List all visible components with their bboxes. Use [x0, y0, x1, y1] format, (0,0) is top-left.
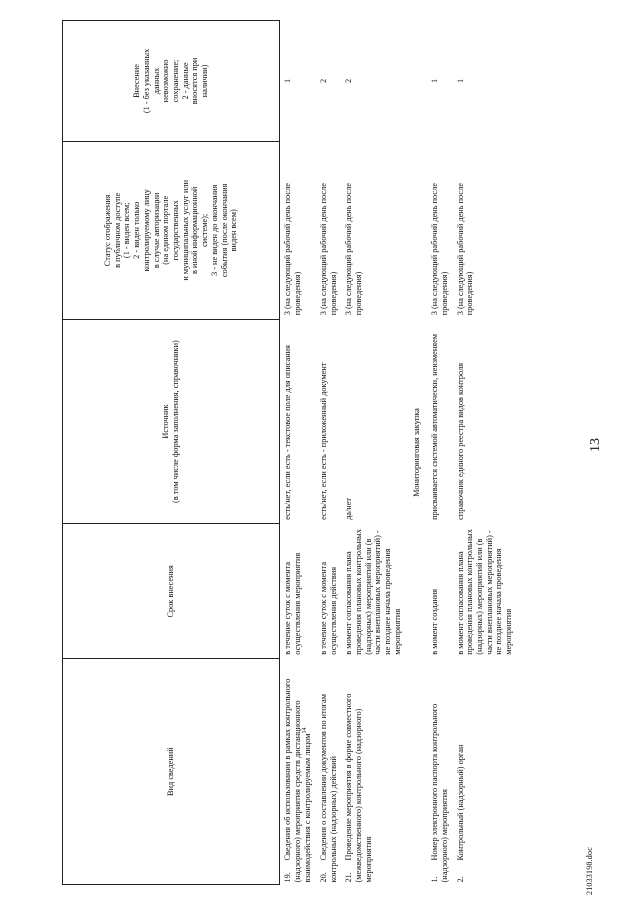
cell-term: в течение суток с момента осуществления мероприятия — [283, 552, 302, 655]
cell-name — [427, 659, 452, 885]
table-row — [316, 21, 341, 885]
row-number: 1. — [430, 876, 440, 883]
cell-source: есть/нет, если есть - текстовое поле для описания — [283, 345, 292, 520]
row-name: Проведение мероприятия в форме совместного (межведомственного) контрольного (надзорного) мероприятия — [344, 693, 373, 883]
table-header-row — [63, 21, 280, 885]
cell-name — [341, 659, 405, 885]
table-row — [280, 21, 316, 885]
row-number: 21. — [344, 872, 354, 883]
cell-name — [453, 659, 517, 885]
row-name: Номер электронного паспорта контрольного (надзорного) мероприятия — [430, 703, 449, 883]
header-source: Источник (в том числе форма заполнения, справочники) — [63, 319, 280, 524]
section-row — [406, 21, 428, 885]
row-number: 20. — [318, 872, 328, 883]
cell-entry: 1 — [283, 78, 292, 84]
page-number: 13 — [588, 438, 603, 452]
row-name: Сведения о составлении документов по итогам контрольных (надзорных) действий — [318, 694, 338, 883]
cell-term: в момент создания — [430, 588, 440, 655]
table-row — [341, 21, 405, 885]
cell-entry: 2 — [344, 78, 354, 84]
cell-term: в течение суток с момента осуществления действия — [318, 561, 338, 655]
cell-source: есть/нет, если есть - приложенный документ — [318, 362, 328, 520]
table-row — [453, 21, 517, 885]
cell-status: 3 (на следующий рабочий день после проведения) — [318, 183, 338, 316]
table-section — [406, 21, 428, 885]
cell-entry: 2 — [318, 78, 328, 84]
cell-term: в момент согласования плана проведения плановых контрольных (надзорных) мероприятий или (в части внеплановых мероприятий) - не позднее начала проведения мероприятия — [344, 529, 402, 655]
table-body-top — [280, 21, 406, 885]
cell-entry: 1 — [430, 78, 440, 84]
cell-source: присваивается системой автоматически, неизменяем — [430, 333, 440, 520]
row-number: 2. — [455, 876, 465, 883]
section-title: Мониторинговая закупка — [411, 408, 421, 497]
header-entry: Внесение (1 - без указанных данных невозможно сохранение; 2 - данные вносятся при наличии) — [63, 21, 280, 142]
cell-entry: 1 — [455, 78, 465, 84]
header-name: Вид сведений — [63, 659, 280, 885]
cell-status: 3 (на следующий рабочий день после проведения) — [430, 183, 449, 316]
cell-status: 3 (на следующий рабочий день после проведения) — [283, 183, 302, 316]
header-status: Статус отображения в публичном доступе (1 - виден всем; 2 - виден только контролируемому лицу в случае авторизации (на едином портале государственных и муниципальных услуг или в иной информационной системе); 3 - не виден до окончания события (после окончания виден всем) — [63, 141, 280, 319]
header-term: Срок внесения — [63, 524, 280, 659]
row-name: Контрольный (надзорный) орган — [455, 744, 465, 861]
cell-term: в момент согласования плана проведения плановых контрольных (надзорных) мероприятий или (в части внеплановых мероприятий) - не позднее начала проведения мероприятия — [455, 529, 514, 655]
cell-name — [280, 659, 316, 885]
row-number: 19. — [283, 872, 292, 883]
table-body-bottom — [427, 21, 517, 885]
cell-source: справочник единого реестра видов контроля — [455, 362, 465, 520]
requirements-table — [62, 20, 517, 885]
cell-name — [316, 659, 341, 885]
footnote-marker: 14 — [302, 727, 309, 734]
row-name: Сведения об использовании в рамках контрольного (надзорного) мероприятия средств дистанционного взаимодействия с контролируемым лицом — [283, 678, 313, 883]
table-row — [427, 21, 452, 885]
cell-status: 3 (на следующий рабочий день после проведения) — [344, 183, 363, 316]
cell-source: да/нет — [344, 497, 354, 520]
cell-status: 3 (на следующий рабочий день после проведения) — [455, 183, 475, 316]
document-code: 21033198.doc — [585, 847, 594, 895]
